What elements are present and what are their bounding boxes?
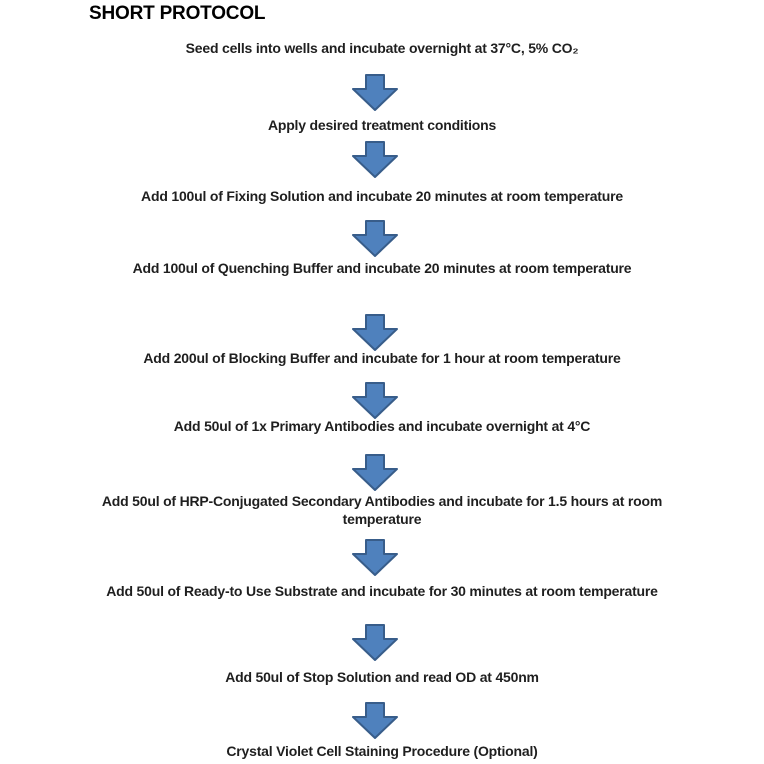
down-arrow-icon — [352, 624, 398, 661]
protocol-step: Add 200ul of Blocking Buffer and incubate for 1 hour at room temperature — [143, 350, 621, 366]
down-arrow-icon — [352, 702, 398, 739]
protocol-step: Add 50ul of 1x Primary Antibodies and incubate overnight at 4°C — [173, 418, 591, 434]
protocol-step: Seed cells into wells and incubate overnight at 37°C, 5% CO₂ — [185, 40, 579, 56]
protocol-step: Add 100ul of Quenching Buffer and incubate 20 minutes at room temperature — [132, 260, 632, 276]
down-arrow-icon — [352, 74, 398, 111]
protocol-step: Add 50ul of Stop Solution and read OD at 450nm — [225, 669, 539, 685]
down-arrow-icon — [352, 539, 398, 576]
down-arrow-icon — [352, 314, 398, 351]
protocol-step: Add 50ul of Ready-to Use Substrate and incubate for 30 minutes at room temperature — [106, 583, 658, 599]
protocol-step: Crystal Violet Cell Staining Procedure (Optional) — [226, 743, 538, 759]
down-arrow-icon — [352, 141, 398, 178]
down-arrow-icon — [352, 220, 398, 257]
down-arrow-icon — [352, 454, 398, 491]
down-arrow-icon — [352, 382, 398, 419]
protocol-step: Apply desired treatment conditions — [267, 117, 497, 133]
protocol-step: Add 50ul of HRP-Conjugated Secondary Antibodies and incubate for 1.5 hours at room temperature — [101, 493, 663, 527]
page-title: SHORT PROTOCOL — [89, 3, 266, 24]
protocol-step: Add 100ul of Fixing Solution and incubate 20 minutes at room temperature — [141, 188, 623, 204]
